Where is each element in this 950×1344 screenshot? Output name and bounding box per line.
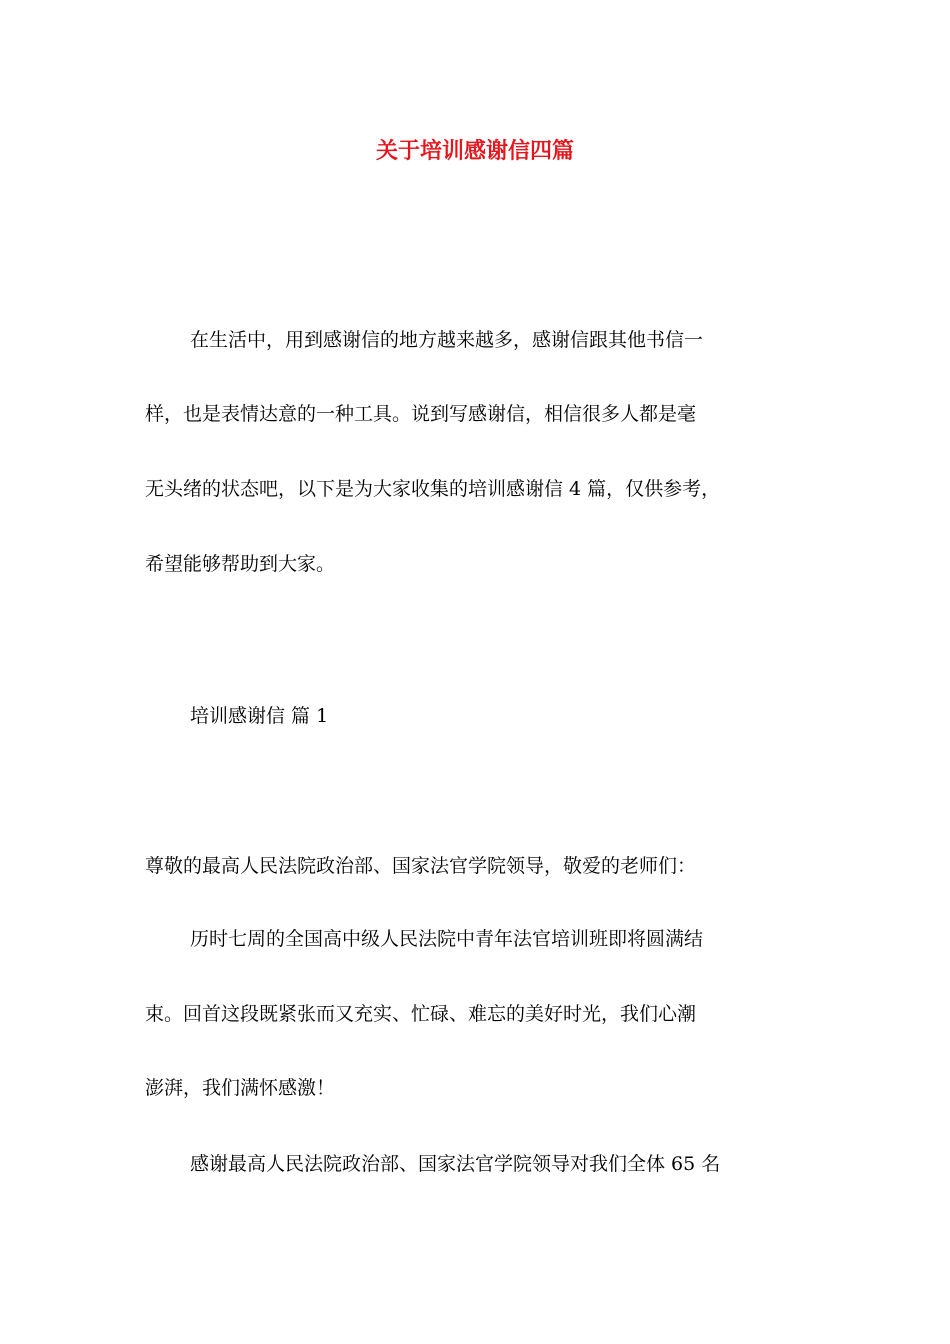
para1-line-1: 历时七周的全国高中级人民法院中青年法官培训班即将圆满结: [190, 928, 704, 950]
intro-line-1: 在生活中，用到感谢信的地方越来越多，感谢信跟其他书信一: [190, 329, 704, 351]
intro-line-3: 无头绪的状态吧，以下是为大家收集的培训感谢信 4 篇，仅供参考，: [145, 478, 721, 500]
intro-line-4: 希望能够帮助到大家。: [145, 553, 336, 575]
para1-line-3: 澎湃，我们满怀感激！: [145, 1077, 336, 1099]
document-title: 关于培训感谢信四篇: [375, 139, 574, 164]
salutation: 尊敬的最高人民法院政治部、国家法官学院领导，敬爱的老师们：: [145, 855, 697, 877]
intro-line-2: 样，也是表情达意的一种工具。说到写感谢信，相信很多人都是毫: [145, 403, 697, 425]
para1-line-2: 束。回首这段既紧张而又充实、忙碌、难忘的美好时光，我们心潮: [145, 1003, 697, 1025]
para2-line-1: 感谢最高人民法院政治部、国家法官学院领导对我们全体 65 名: [190, 1153, 721, 1175]
section-heading: 培训感谢信 篇 1: [190, 705, 329, 727]
